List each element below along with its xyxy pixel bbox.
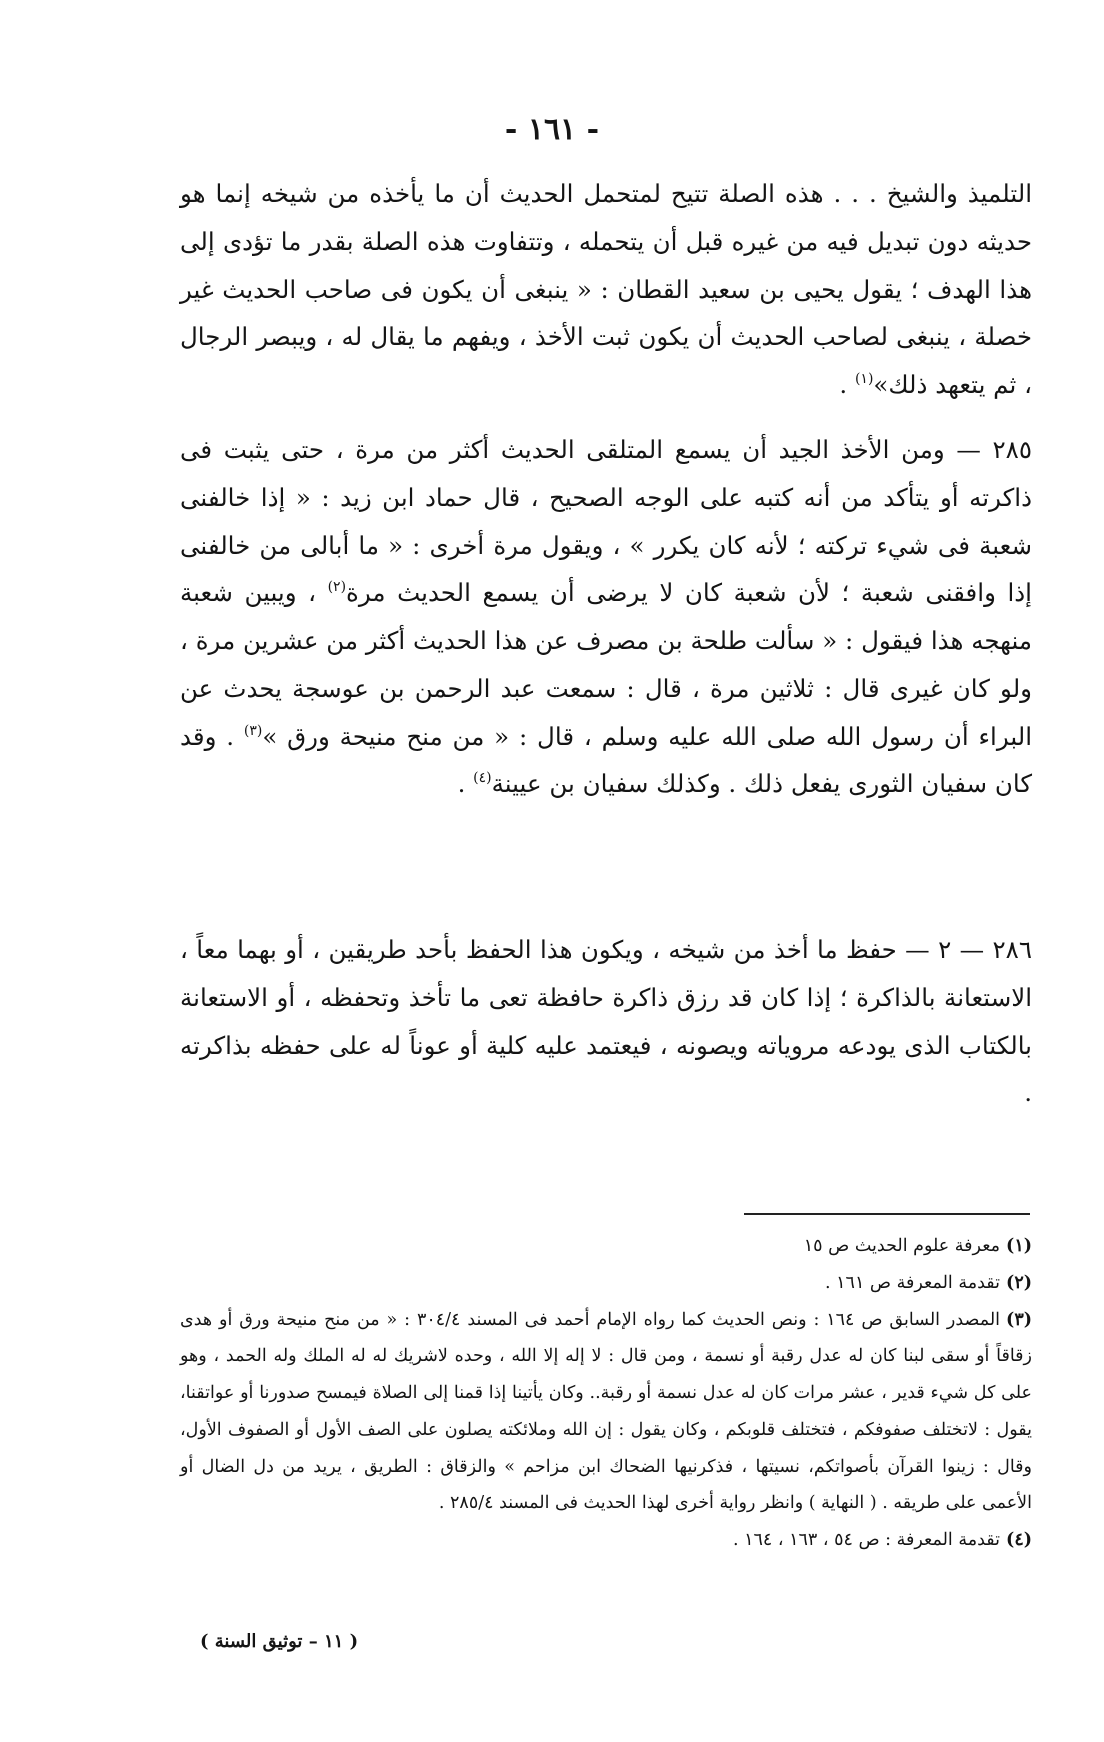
footnote-text: معرفة علوم الحديث ص ١٥ <box>803 1236 1001 1256</box>
footnote-ref[interactable]: (٢) <box>327 579 347 596</box>
footnote-divider <box>744 1213 1030 1215</box>
footnote-ref[interactable]: (٤) <box>473 770 492 787</box>
footnote-number: (٢) <box>1006 1272 1032 1293</box>
footnote-ref[interactable]: (١) <box>854 371 874 388</box>
paragraph-286 <box>180 926 1032 1117</box>
paragraph-text: ٢٨٦ — ٢ — حفظ ما أخذ من شيخه ، ويكون هذا الحفظ بأحد طريقين ، أو بهما معاً ، الاستعانة بالذاكرة ؛ إذا كان قد رزق ذاكرة حافظة تعى ما تأخذ وتحفظه ، أو الاستعانة بالكتاب الذى يودعه مروياته ويصونه ، فيعتمد عليه كلية أو عوناً له على حفظه بذاكرته . <box>180 935 1032 1108</box>
footnotes <box>180 1228 1032 1559</box>
footnote-ref[interactable]: (٣) <box>243 722 263 739</box>
paragraph-text: ، ويبين شعبة منهجه هذا فيقول : « سألت طلحة بن مصرف عن هذا الحديث أكثر من عشرين مرة ، ولو كان غيرى قال : ثلاثين مرة ، قال : سمعت عبد الرحمن بن عوسجة يحدث عن البراء أن رسول الله صلى الله عليه وسلم ، قال : « من منح منيحة ورق » <box>180 578 1032 751</box>
footnote-number: (١) <box>1006 1236 1032 1256</box>
signature-mark: ( ١١ – توثيق السنة ) <box>200 1631 359 1652</box>
paragraph-tail: . <box>457 769 474 799</box>
paragraph-continuation <box>180 170 1032 409</box>
paragraph-text: . وقد كان سفيان الثورى يفعل ذلك . وكذلك سفيان بن عيينة <box>180 721 1032 799</box>
paragraph-text: ٢٨٥ — ومن الأخذ الجيد أن يسمع المتلقى الحديث أكثر من مرة ، حتى يثبت فى ذاكرته أو يتأكد من أنه كتبه على الوجه الصحيح ، قال حماد ابن زيد : « إذا خالفنى شعبة فى شيء تركته ؛ لأنه كان يكرر » ، ويقول مرة أخرى : « ما أبالى من خالفنى إذا وافقنى شعبة ؛ لأن شعبة كان لا يرضى أن يسمع الحديث مرة <box>180 435 1032 608</box>
paragraph-tail: . <box>839 370 855 400</box>
paragraph-285 <box>180 426 1032 808</box>
page-number: - ١٦١ - <box>504 112 600 147</box>
footnote-3 <box>180 1302 1032 1523</box>
footnote-number: (٣) <box>1006 1309 1032 1330</box>
paragraph-text: التلميذ والشيخ . . . هذه الصلة تتيح لمتحمل الحديث أن ما يأخذه من شيخه إنما هو حديثه دون تبديل فيه من غيره قبل أن يتحمله ، وتتفاوت هذه الصلة بقدر ما تؤدى إلى هذا الهدف ؛ يقول يحيى بن سعيد القطان : « ينبغى أن يكون فى صاحب الحديث غير خصلة ، ينبغى لصاحب الحديث أن يكون ثبت الأخذ ، ويفهم ما يقال له ، ويبصر الرجال ، ثم يتعهد ذلك» <box>180 179 1032 400</box>
footnote-text: المصدر السابق ص ١٦٤ : ونص الحديث كما رواه الإمام أحمد فى المسند ٣٠٤/٤ : « من منح منيحة ورق أو هدى زقاقاً أو سقى لبنا كان له عدل رقبة أو نسمة ، ومن قال : لا إله إلا الله ، وحده لاشريك له له الملك وله الحمد ، وهو على كل شيء قدير ، عشر مرات كان له عدل نسمة أو رقبة.. وكان يأتينا إذا قمنا إلى الصلاة فيمسح صدورنا أو عواتقنا، يقول : لاتختلف صفوفكم ، فتختلف قلوبكم ، وكان يقول : إن الله وملائكته يصلون على الصف الأول أو الصفوف الأول، وقال : زينوا القرآن بأصواتكم، نسيتها ، فذكرنيها الضحاك ابن مزاحم » والزقاق : الطريق ، يريد من دل الضال أو الأعمى على طريقه . ( النهاية ) وانظر رواية أخرى لهذا الحديث فى المسند ٢٨٥/٤ . <box>180 1309 1032 1514</box>
footnote-number: (٤) <box>1006 1530 1032 1550</box>
footnote-2 <box>180 1265 1032 1302</box>
footnote-text: تقدمة المعرفة : ص ٥٤ ، ١٦٣ ، ١٦٤ . <box>732 1530 1001 1550</box>
footnote-4 <box>180 1522 1032 1559</box>
footnote-1 <box>180 1228 1032 1265</box>
footnote-text: تقدمة المعرفة ص ١٦١ . <box>825 1272 1001 1293</box>
